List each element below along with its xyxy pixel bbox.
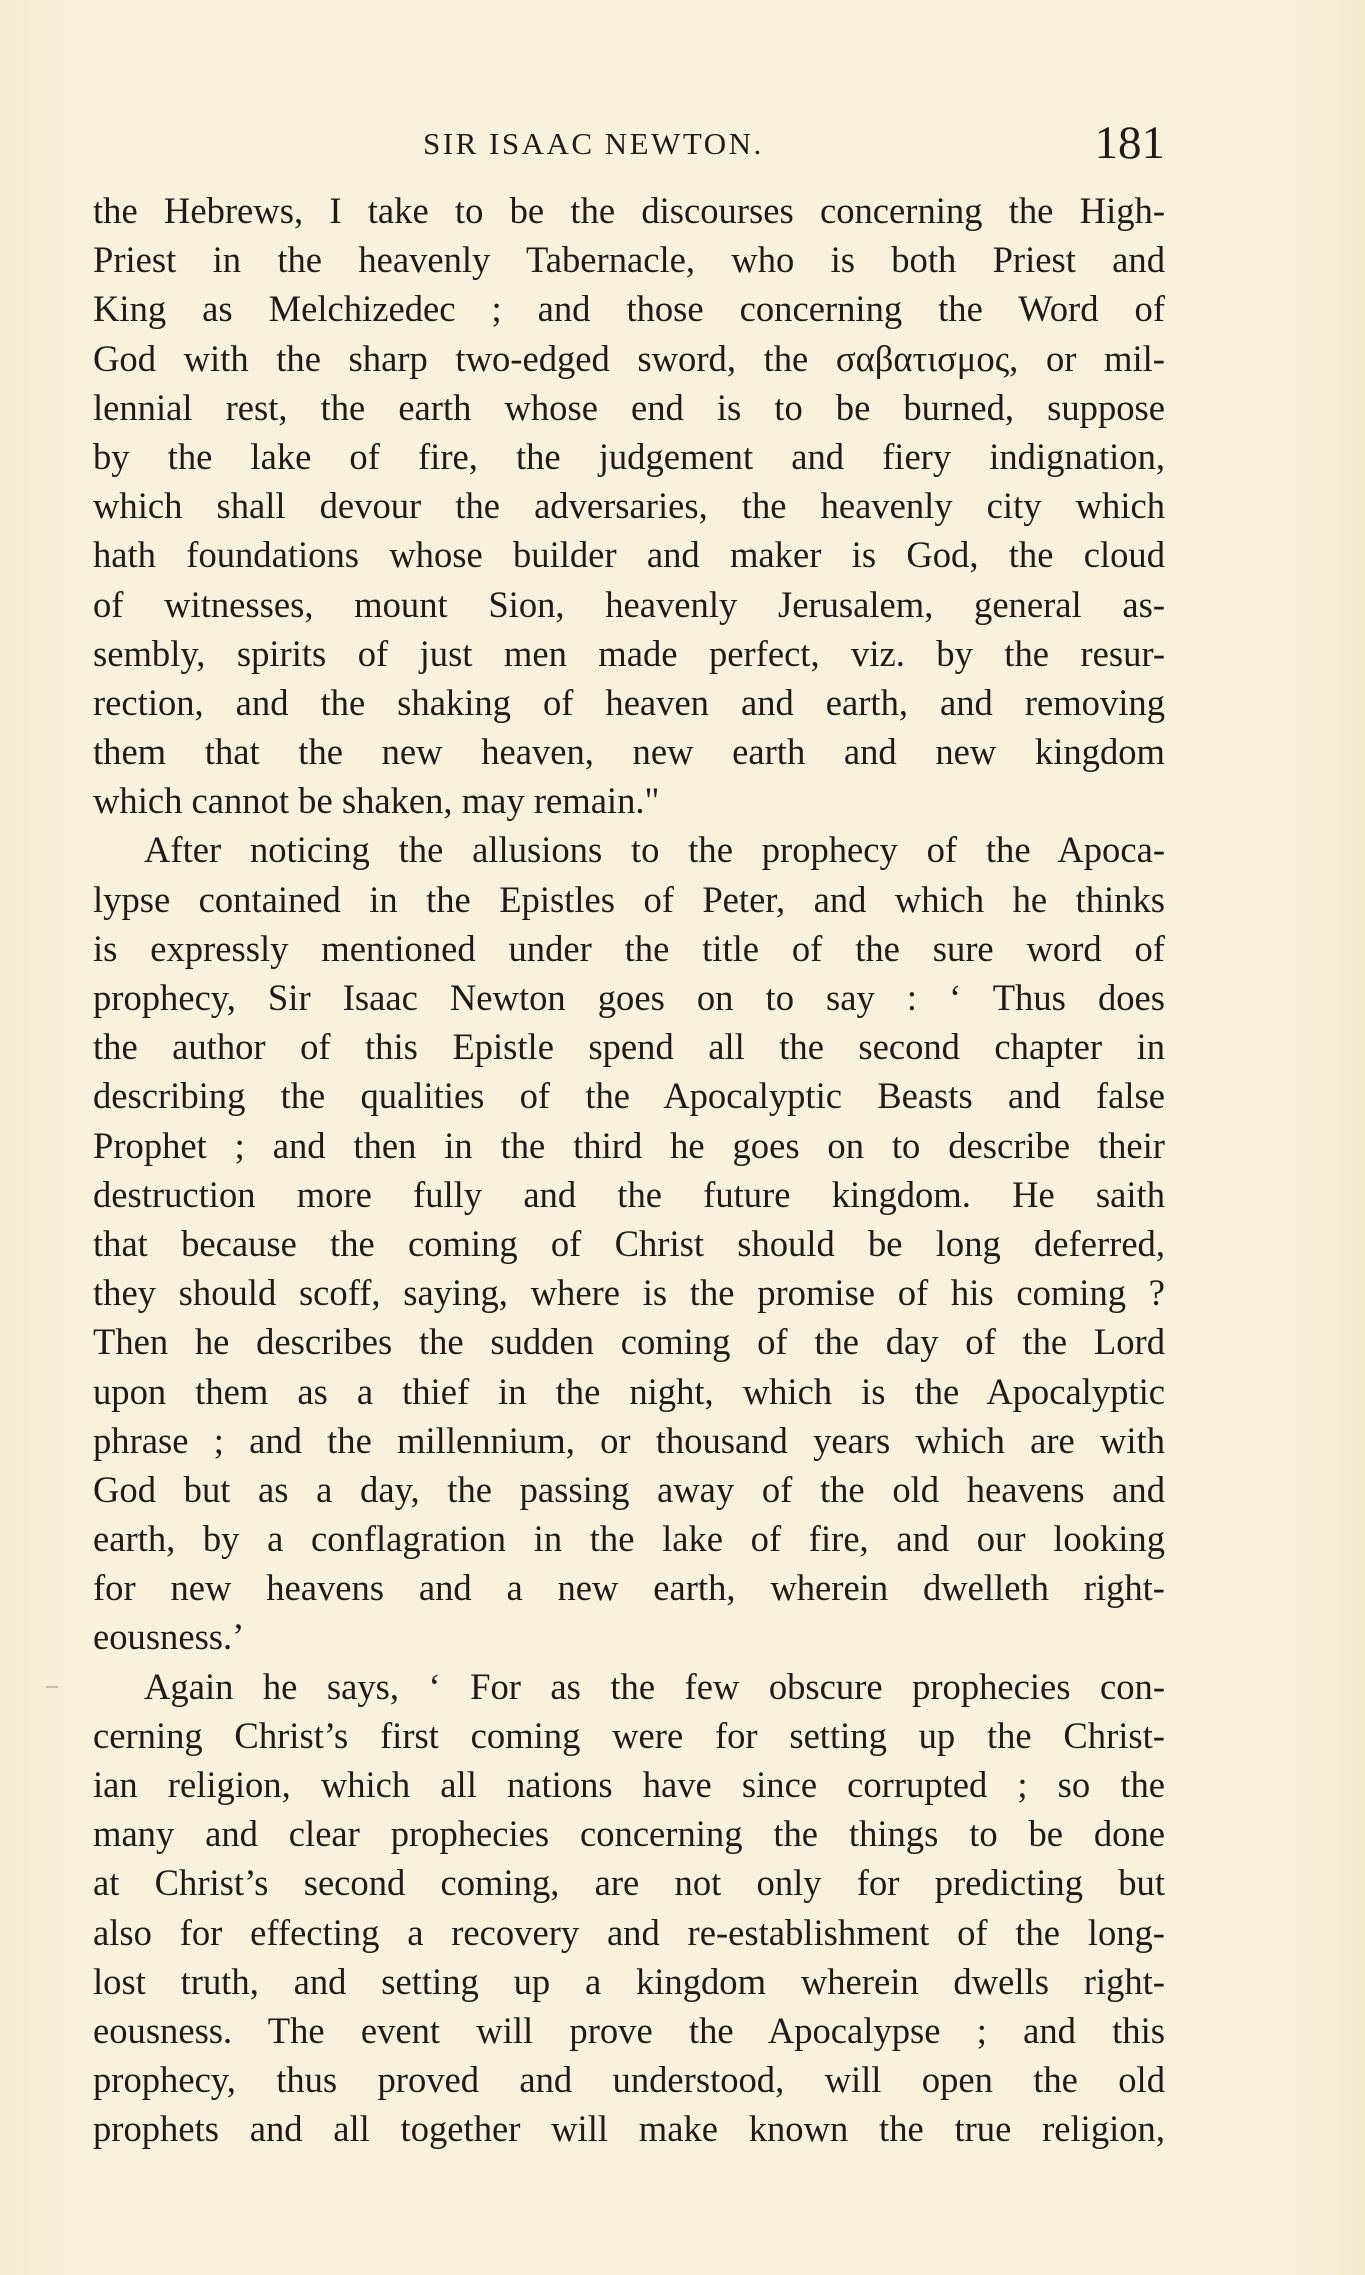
text-line: cerning Christ’s first coming were for setting up the Christ-	[93, 1714, 1165, 1756]
text-line: eousness.’	[93, 1616, 245, 1658]
text-line: Then he describes the sudden coming of the day of the Lord	[93, 1321, 1165, 1363]
text-line: sembly, spirits of just men made perfect, viz. by the resur-	[93, 632, 1165, 674]
text-line: eousness. The event will prove the Apocalypse ; and this	[93, 2009, 1165, 2051]
text-line: that because the coming of Christ should be long deferred,	[93, 1222, 1165, 1264]
text-line: ian religion, which all nations have since corrupted ; so the	[93, 1764, 1165, 1805]
text-line: the Hebrews, I take to be the discourses concerning the High-	[93, 190, 1165, 231]
text-line: lypse contained in the Epistles of Peter, and which he thinks	[93, 878, 1165, 920]
text-line: rection, and the shaking of heaven and earth, and removing	[93, 681, 1165, 723]
text-line: they should scoff, saying, where is the promise of his coming ?	[93, 1272, 1165, 1314]
text-line: God but as a day, the passing away of the old heavens and	[93, 1468, 1165, 1510]
text-line: destruction more fully and the future kingdom. He saith	[93, 1173, 1165, 1215]
paragraph-first-line: Again he says, ‘ For as the few obscure prophecies con-	[144, 1665, 1165, 1707]
text-line: prophecy, thus proved and understood, will open the old	[93, 2059, 1165, 2101]
text-line: prophets and all together will make known the true religion,	[93, 2108, 1165, 2150]
text-line: many and clear prophecies concerning the things to be done	[93, 1813, 1165, 1855]
text-line: also for effecting a recovery and re-establishment of the long-	[93, 1911, 1165, 1953]
text-line: of witnesses, mount Sion, heavenly Jerusalem, general as-	[93, 583, 1165, 625]
text-line: describing the qualities of the Apocalyptic Beasts and false	[93, 1075, 1165, 1117]
text-line: at Christ’s second coming, are not only for predicting but	[93, 1862, 1165, 1904]
text-line: which cannot be shaken, may remain."	[93, 780, 660, 822]
text-line: by the lake of fire, the judgement and fiery indignation,	[93, 435, 1165, 477]
page-header	[93, 118, 1165, 170]
margin-mark	[46, 1686, 58, 1688]
paragraph-first-line: After noticing the allusions to the prophecy of the Apoca-	[144, 829, 1165, 871]
text-line: King as Melchizedec ; and those concerning the Word of	[93, 288, 1165, 330]
text-line: them that the new heaven, new earth and new kingdom	[93, 731, 1165, 773]
text-line: phrase ; and the millennium, or thousand years which are with	[93, 1419, 1165, 1461]
text-line: Priest in the heavenly Tabernacle, who is both Priest and	[93, 239, 1165, 281]
text-line: earth, by a conflagration in the lake of fire, and our looking	[93, 1518, 1165, 1560]
text-line: which shall devour the adversaries, the heavenly city which	[93, 485, 1165, 527]
text-line: Prophet ; and then in the third he goes on to describe their	[93, 1124, 1165, 1166]
running-head: SIR ISAAC NEWTON.	[423, 126, 764, 161]
text-line: the author of this Epistle spend all the second chapter in	[93, 1026, 1165, 1068]
body-text	[93, 186, 1165, 2154]
text-line: lennial rest, the earth whose end is to be burned, suppose	[93, 386, 1165, 428]
text-line: prophecy, Sir Isaac Newton goes on to say : ‘ Thus does	[93, 977, 1165, 1018]
text-line: is expressly mentioned under the title of the sure word of	[93, 927, 1165, 969]
text-line: upon them as a thief in the night, which is the Apocalyptic	[93, 1370, 1165, 1412]
page-number: 181	[1094, 117, 1165, 169]
text-line: for new heavens and a new earth, wherein dwelleth right-	[93, 1567, 1165, 1609]
text-line: hath foundations whose builder and maker is God, the cloud	[93, 534, 1165, 576]
text-line: God with the sharp two-edged sword, the σαβατισμος, or mil-	[93, 337, 1165, 379]
text-line: lost truth, and setting up a kingdom wherein dwells right-	[93, 1960, 1165, 2002]
